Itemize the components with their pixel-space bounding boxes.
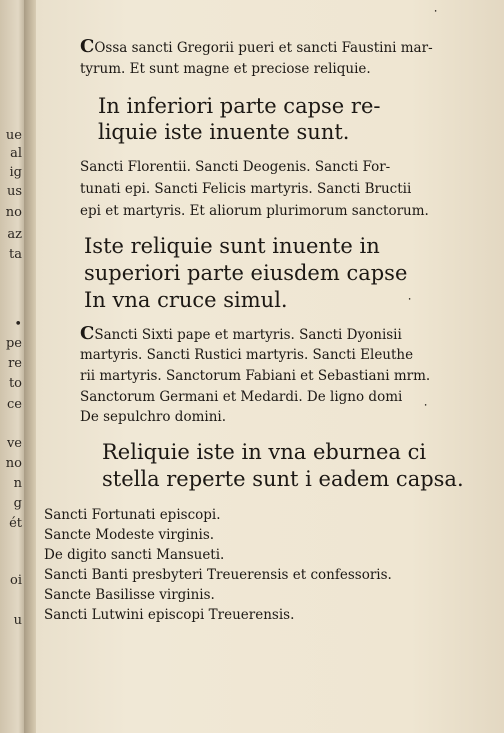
text-line: tyrum. Et sunt magne et preciose reliquie. xyxy=(80,61,371,77)
margin-fragment: ce xyxy=(7,397,22,412)
margin-fragment: pe xyxy=(5,336,22,351)
margin-fragment: ve xyxy=(6,436,22,451)
margin-fragment: az xyxy=(7,227,22,242)
section-heading-line: Reliquie iste in vna eburnea ci xyxy=(102,440,427,464)
initial-letter: C xyxy=(80,36,95,57)
facing-page-edge xyxy=(0,0,26,733)
margin-fragment: u xyxy=(13,613,22,628)
text-line: CSancti Sixti pape et martyris. Sancti Dyonisii xyxy=(80,323,402,344)
section-heading-line: stella reperte sunt i eadem capsa. xyxy=(102,467,464,491)
margin-fragment: no xyxy=(5,456,22,471)
margin-fragment: ue xyxy=(5,128,22,143)
section-heading-line: liquie iste inuente sunt. xyxy=(98,120,350,144)
ink-mark: ⸱ xyxy=(434,4,438,18)
margin-fragment: n xyxy=(13,476,22,491)
text-line: martyris. Sancti Rustici martyris. Sancti Eleuthe xyxy=(80,347,414,363)
list-item: Sancte Basilisse virginis. xyxy=(44,587,215,603)
text-line: epi et martyris. Et aliorum plurimorum sanctorum. xyxy=(80,203,429,219)
margin-fragment: • xyxy=(14,317,22,332)
margin-fragment: no xyxy=(5,205,22,220)
ink-mark: ⸱ xyxy=(408,292,412,306)
printed-page xyxy=(36,0,504,733)
list-item: Sancte Modeste virginis. xyxy=(44,527,215,543)
margin-fragment: to xyxy=(8,376,22,391)
text-line: Sanctorum Germani et Medardi. De ligno domi xyxy=(80,389,403,405)
section-heading-line: Iste reliquie sunt inuente in xyxy=(84,234,380,258)
section-heading-line: In vna cruce simul. xyxy=(84,288,288,312)
list-item: Sancti Banti presbyteri Treuerensis et confessoris. xyxy=(44,567,392,583)
list-item: Sancti Fortunati episcopi. xyxy=(44,507,221,523)
section-heading-line: superiori parte eiusdem capse xyxy=(84,261,408,285)
margin-fragment: oi xyxy=(10,573,22,588)
list-item: Sancti Lutwini episcopi Treuerensis. xyxy=(44,607,295,623)
margin-fragment: ét xyxy=(9,516,22,531)
text-line: rii martyris. Sanctorum Fabiani et Sebastiani mrm. xyxy=(80,368,431,384)
list-item: De digito sancti Mansueti. xyxy=(44,547,225,563)
margin-fragment: re xyxy=(8,356,22,371)
text-line: COssa sancti Gregorii pueri et sancti Faustini mar- xyxy=(80,36,433,57)
text-line: tunati epi. Sancti Felicis martyris. Sancti Bructii xyxy=(80,181,412,197)
margin-fragment: al xyxy=(10,146,22,161)
margin-fragment: g xyxy=(13,496,22,511)
margin-fragment: ta xyxy=(9,247,22,262)
ink-mark: ⸱ xyxy=(424,398,428,412)
text-line: Sancti Florentii. Sancti Deogenis. Sancti For- xyxy=(80,159,391,175)
margin-fragment: us xyxy=(6,184,22,199)
section-heading-line: In inferiori parte capse re- xyxy=(98,94,381,118)
text-line: De sepulchro domini. xyxy=(80,409,226,425)
initial-letter: C xyxy=(80,323,95,344)
margin-fragment: ig xyxy=(9,165,22,180)
